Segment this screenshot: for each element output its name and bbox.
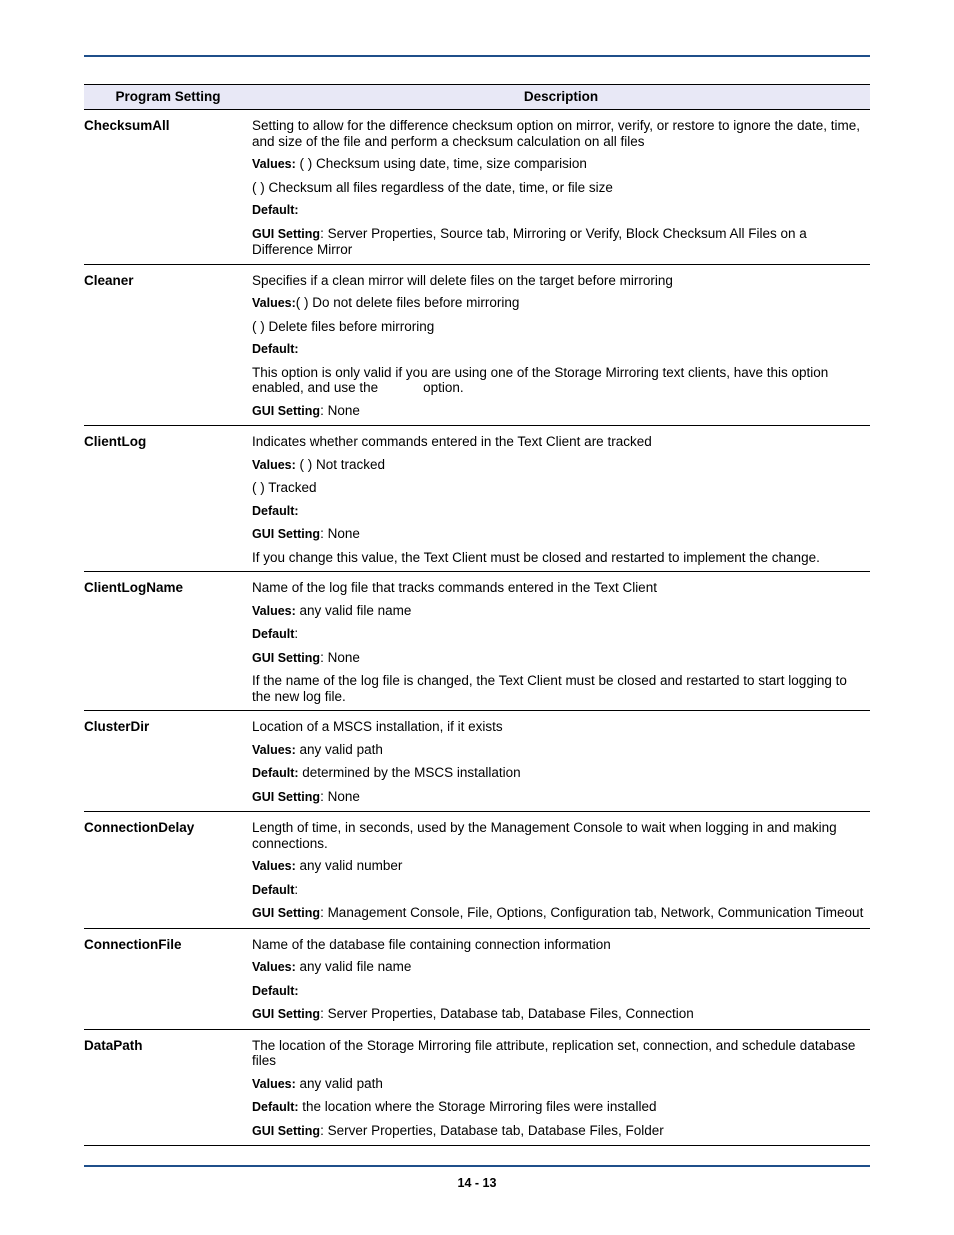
gui-setting-line <box>252 526 864 543</box>
table-row <box>84 1029 870 1146</box>
note-text: If you change this value, the Text Client must be closed and restarted to implement the change. <box>252 549 820 565</box>
gui-setting-label: GUI Setting <box>252 789 321 804</box>
default-label: Default <box>252 882 295 897</box>
gui-setting-text: : None <box>320 649 360 665</box>
default-text: : <box>294 626 299 641</box>
values-line-2: ( ) Tracked <box>252 480 317 495</box>
table-row <box>84 264 870 426</box>
values-label: Values: <box>252 742 296 757</box>
default-text: determined by the MSCS installation <box>298 765 521 780</box>
setting-description <box>252 812 870 929</box>
program-settings-table <box>84 84 870 1146</box>
gui-setting-label: GUI Setting <box>252 1123 321 1138</box>
values-text: any valid number <box>295 858 403 873</box>
default-label: Default: <box>252 203 299 217</box>
gui-setting-line <box>252 226 864 258</box>
setting-description <box>252 426 870 572</box>
description-text: Setting to allow for the difference checksum option on mirror, verify, or restore to ignore the date, time, and size of the file and perform a checksum calculation on all files <box>252 118 861 149</box>
header-rule <box>84 55 870 57</box>
values-line <box>252 1076 864 1093</box>
table-row <box>84 928 870 1029</box>
default-label: Default: <box>252 983 299 998</box>
default-line <box>252 503 864 520</box>
footer-rule <box>84 1165 870 1167</box>
values-label: Values: <box>252 1076 296 1091</box>
values-line <box>252 603 864 620</box>
description-text: The location of the Storage Mirroring file attribute, replication set, connection, and schedule database files <box>252 1037 856 1068</box>
default-label: Default: <box>252 342 299 356</box>
default-line <box>252 882 864 899</box>
column-header-description: Description <box>252 85 870 110</box>
gui-setting-label: GUI Setting <box>252 650 321 665</box>
setting-name: Cleaner <box>84 264 252 426</box>
description-text: Specifies if a clean mirror will delete files on the target before mirroring <box>252 272 673 288</box>
values-text: ( ) Do not delete files before mirroring <box>295 295 520 310</box>
gui-setting-line <box>252 789 864 806</box>
gui-setting-label: GUI Setting <box>252 226 321 241</box>
values-line-2: ( ) Checksum all files regardless of the date, time, or file size <box>252 179 613 195</box>
gui-setting-text: : Server Properties, Database tab, Database Files, Connection <box>320 1006 694 1021</box>
table-row <box>84 426 870 572</box>
note-text: If the name of the log file is changed, the Text Client must be closed and restarted to start logging to the new log file. <box>252 673 847 704</box>
values-text: any valid path <box>295 741 383 757</box>
gui-setting-text: : None <box>320 788 360 804</box>
values-line-2: ( ) Delete files before mirroring <box>252 318 435 334</box>
setting-name: ClientLog <box>84 426 252 572</box>
table-header-row <box>84 85 870 110</box>
values-text: ( ) Not tracked <box>295 456 386 472</box>
gui-setting-text: : Management Console, File, Options, Configuration tab, Network, Communication Timeout <box>320 905 864 920</box>
gui-setting-label: GUI Setting <box>252 1007 321 1021</box>
default-label: Default: <box>252 503 299 518</box>
setting-name: DataPath <box>84 1029 252 1146</box>
column-header-program-setting: Program Setting <box>84 85 252 110</box>
values-label: Values: <box>252 859 296 873</box>
values-line <box>252 742 864 759</box>
gui-setting-label: GUI Setting <box>252 527 321 541</box>
description-text: Name of the database file containing connection information <box>252 936 611 952</box>
default-line <box>252 983 864 1000</box>
gui-setting-text: : None <box>320 402 360 418</box>
setting-description <box>252 711 870 812</box>
default-line <box>252 765 864 782</box>
description-text: Length of time, in seconds, used by the Management Console to wait when logging in and making connections. <box>252 820 837 851</box>
values-line <box>252 858 864 875</box>
setting-description <box>252 264 870 426</box>
gui-setting-line <box>252 403 864 420</box>
values-label: Values: <box>252 296 296 310</box>
description-text: Location of a MSCS installation, if it exists <box>252 719 503 734</box>
gui-setting-line <box>252 1006 864 1023</box>
setting-name: ClusterDir <box>84 711 252 812</box>
table-row <box>84 572 870 711</box>
default-line <box>252 341 864 358</box>
setting-name: ClientLogName <box>84 572 252 711</box>
table-row <box>84 711 870 812</box>
values-label: Values: <box>252 603 296 618</box>
default-line <box>252 626 864 643</box>
default-line <box>252 1099 864 1116</box>
gui-setting-line <box>252 1123 864 1140</box>
values-line <box>252 959 864 976</box>
gui-setting-label: GUI Setting <box>252 403 321 418</box>
gui-setting-text: : None <box>320 526 360 541</box>
setting-description <box>252 110 870 265</box>
gui-setting-text: : Server Properties, Source tab, Mirroring or Verify, Block Checksum All Files on a Difference Mirror <box>252 225 807 257</box>
values-label: Values: <box>252 960 296 974</box>
note-text: This option is only valid if you are using one of the Storage Mirroring text clients, have this option enabled, and use the option. <box>252 364 833 395</box>
values-line <box>252 295 864 312</box>
description-text: Indicates whether commands entered in the Text Client are tracked <box>252 434 652 449</box>
values-label: Values: <box>252 457 296 472</box>
setting-description <box>252 1029 870 1146</box>
values-line <box>252 457 864 474</box>
default-line <box>252 202 864 219</box>
setting-name: ChecksumAll <box>84 110 252 265</box>
page-number: 14 - 13 <box>457 1176 497 1190</box>
values-line <box>252 156 864 173</box>
gui-setting-line <box>252 905 864 922</box>
default-label: Default: <box>252 766 299 780</box>
gui-setting-text: : Server Properties, Database tab, Database Files, Folder <box>320 1122 664 1138</box>
gui-setting-label: GUI Setting <box>252 906 321 920</box>
values-text: any valid path <box>295 1075 383 1091</box>
setting-name: ConnectionDelay <box>84 812 252 929</box>
default-text: : <box>294 881 299 897</box>
setting-name: ConnectionFile <box>84 928 252 1029</box>
default-text: the location where the Storage Mirroring files were installed <box>298 1099 657 1114</box>
values-label: Values: <box>252 157 296 171</box>
table-row <box>84 110 870 265</box>
description-text: Name of the log file that tracks commands entered in the Text Client <box>252 580 657 595</box>
values-text: any valid file name <box>295 602 412 618</box>
setting-description <box>252 572 870 711</box>
table-row <box>84 812 870 929</box>
default-label: Default <box>252 627 295 641</box>
values-text: ( ) Checksum using date, time, size comparision <box>295 156 587 171</box>
gui-setting-line <box>252 650 864 667</box>
default-label: Default: <box>252 1100 299 1114</box>
setting-description <box>252 928 870 1029</box>
values-text: any valid file name <box>295 959 412 974</box>
